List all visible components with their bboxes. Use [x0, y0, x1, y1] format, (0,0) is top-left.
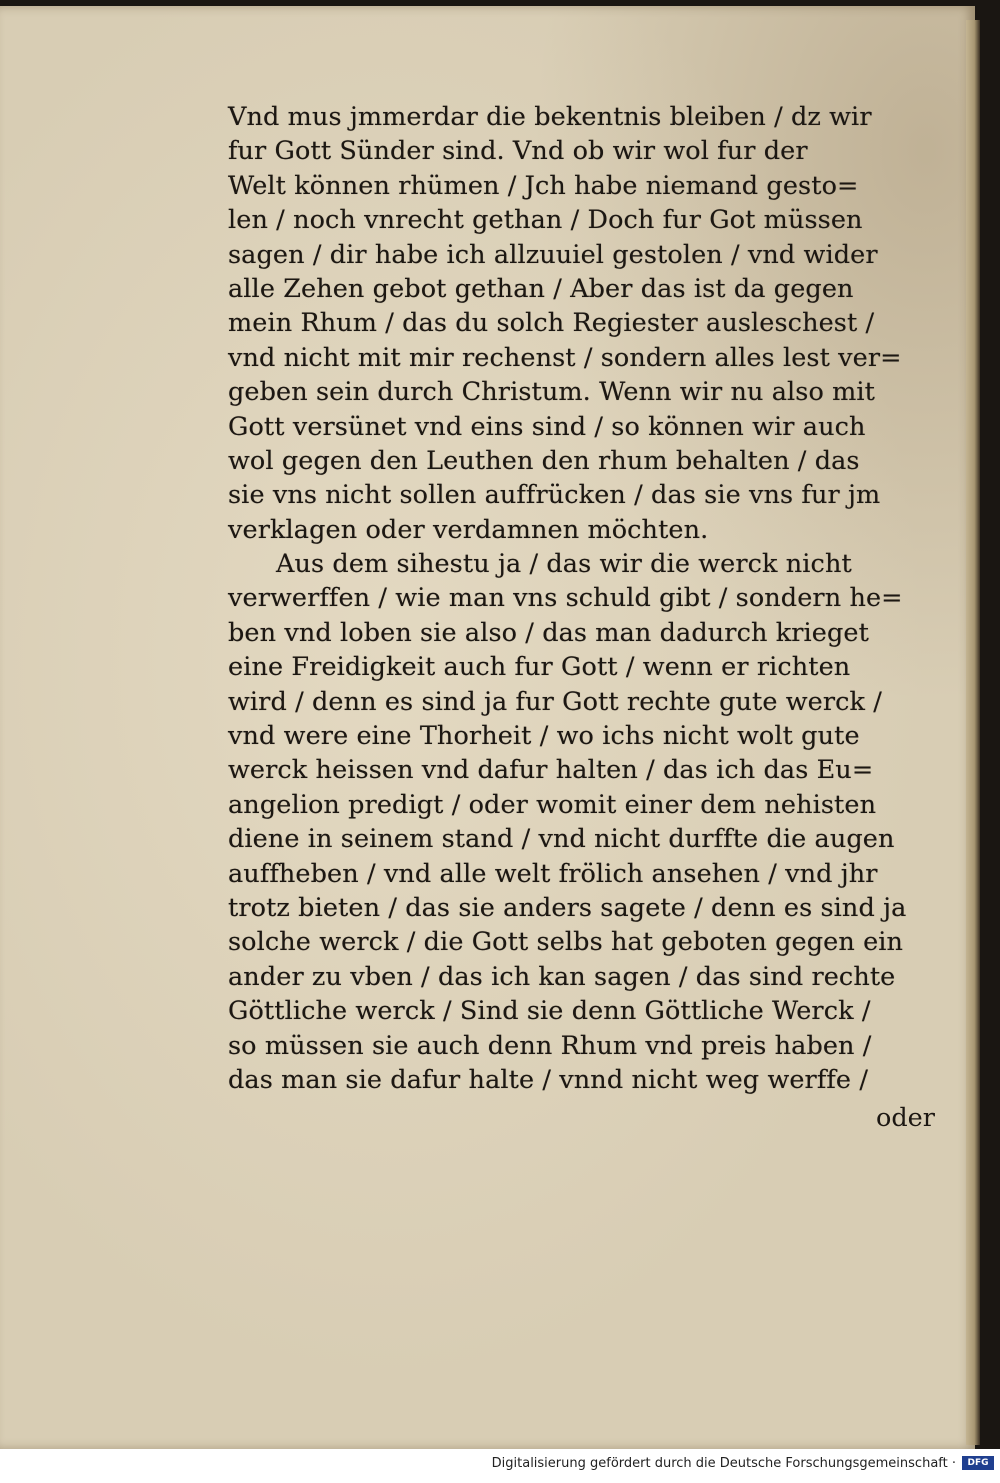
text-line: Göttliche werck / Sind sie denn Göttliche Werck / — [228, 996, 871, 1027]
text-line: sie vns nicht sollen auffrücken / das sie vns fur jm — [228, 480, 881, 511]
text-line: alle Zehen gebot gethan / Aber das ist da gegen — [228, 273, 854, 304]
text-line: Vnd mus jmmerdar die bekentnis bleiben / dz wir — [228, 102, 872, 132]
catchword: oder — [876, 1103, 935, 1133]
text-line: auffheben / vnd alle welt frölich ansehen / vnd jhr — [228, 858, 878, 889]
text-line: mein Rhum / das du solch Regiester ausleschest / — [228, 308, 875, 339]
page-edge — [966, 20, 980, 1445]
text-line: eine Freidigkeit auch fur Gott / wenn er richten — [228, 652, 851, 683]
text-line: werck heissen vnd dafur halten / das ich das Eu= — [228, 755, 874, 786]
page-text — [228, 100, 948, 1097]
text-line: vnd nicht mit mir rechenst / sondern alles lest ver= — [228, 342, 902, 373]
text-line: Welt können rhümen / Jch habe niemand gesto= — [228, 170, 859, 201]
text-line: verklagen oder verdamnen möchten. — [228, 514, 709, 545]
text-line: ben vnd loben sie also / das man dadurch krieget — [228, 617, 869, 648]
text-line: wird / denn es sind ja fur Gott rechte gute werck / — [228, 686, 882, 717]
text-line: diene in seinem stand / vnd nicht durffte die augen — [228, 824, 895, 855]
text-line: sagen / dir habe ich allzuuiel gestolen / vnd wider — [228, 239, 878, 270]
dfg-logo: DFG — [962, 1456, 994, 1470]
text-line: verwerffen / wie man vns schuld gibt / sondern he= — [228, 583, 903, 614]
text-line: geben sein durch Christum. Wenn wir nu also mit — [228, 377, 875, 408]
text-line: angelion predigt / oder womit einer dem nehisten — [228, 789, 877, 820]
text-line: das man sie dafur halte / vnnd nicht weg werffe / — [228, 1064, 869, 1095]
text-line: fur Gott Sünder sind. Vnd ob wir wol fur der — [228, 136, 808, 167]
text-line: trotz bieten / das sie anders sagete / denn es sind ja — [228, 892, 907, 923]
text-line: vnd were eine Thorheit / wo ichs nicht wolt gute — [228, 721, 860, 752]
text-line: so müssen sie auch denn Rhum vnd preis haben / — [228, 1030, 872, 1061]
text-line: ander zu vben / das ich kan sagen / das sind rechte — [228, 961, 896, 992]
text-line: solche werck / die Gott selbs hat geboten gegen ein — [228, 927, 904, 958]
text-line: len / noch vnrecht gethan / Doch fur Got müssen — [228, 205, 863, 236]
paragraph-start-line: Aus dem sihestu ja / das wir die werck nicht — [276, 549, 852, 580]
text-line: Gott versünet vnd eins sind / so können wir auch — [228, 411, 866, 442]
funding-credit: Digitalisierung gefördert durch die Deutsche Forschungsgemeinschaft · — [491, 1456, 956, 1471]
text-line: wol gegen den Leuthen den rhum behalten / das — [228, 445, 860, 476]
